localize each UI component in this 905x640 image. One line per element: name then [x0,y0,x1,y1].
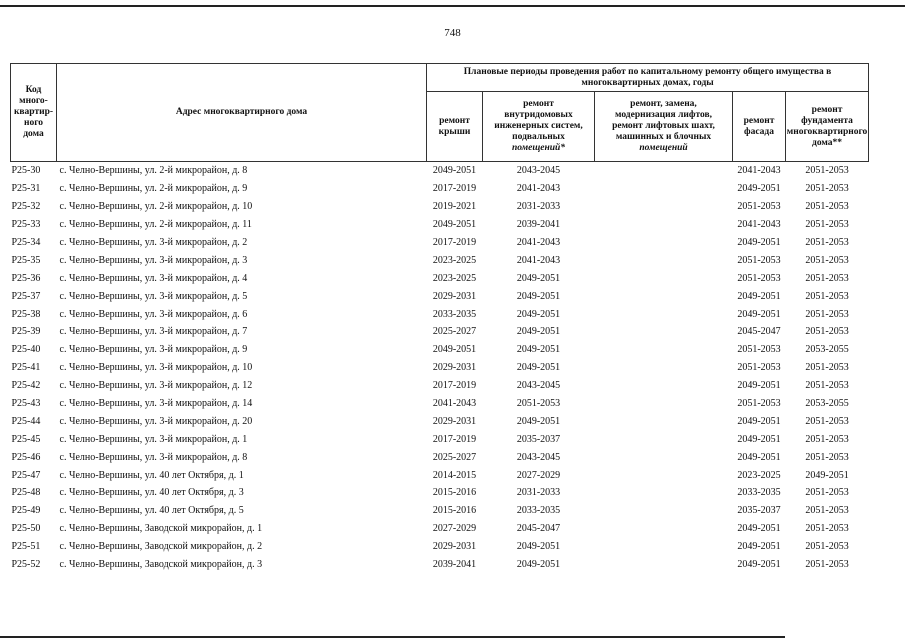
cell-facade: 2033-2035 [737,487,781,499]
table-row [11,484,869,502]
cell-address: с. Челно-Вершины, ул. 3-й микрорайон, д. 5 [59,290,248,302]
cell-code: P25-51 [11,541,41,553]
header-planned-periods: Плановые периоды проведения работ по капитальному ремонту общего имущества в многоквартирных домах, годы [427,64,869,92]
table-row [11,162,869,180]
cell-lifts [595,234,733,252]
cell-facade: 2051-2053 [737,254,781,266]
cell-roof: 2033-2035 [432,308,477,320]
cell-roof: 2017-2019 [432,237,477,248]
cell-facade: 2049-2051 [737,523,781,535]
table-row [11,341,869,359]
cell-roof: 2029-2031 [432,362,477,374]
cell-address: с. Челно-Вершины, ул. 3-й микрорайон, д. 3 [59,254,248,266]
table-row [11,556,869,574]
cell-roof: 2029-2031 [432,290,477,302]
cell-systems: 2045-2047 [516,523,561,535]
repair-schedule-table [10,63,869,573]
cell-code: P25-44 [11,415,41,427]
cell-lifts [595,377,733,395]
cell-foundation: 2051-2053 [805,219,849,231]
cell-facade: 2049-2051 [737,380,781,392]
cell-foundation: 2051-2053 [805,505,849,517]
cell-address: с. Челно-Вершины, ул. 3-й микрорайон, д. 20 [59,415,253,427]
cell-foundation: 2051-2053 [805,254,849,266]
cell-facade: 2051-2053 [737,362,781,374]
cell-roof: 2049-2051 [432,344,477,356]
cell-systems: 2049-2051 [516,344,561,356]
cell-facade: 2049-2051 [737,183,781,195]
cell-lifts [595,466,733,484]
cell-facade: 2049-2051 [737,237,781,248]
cell-facade: 2035-2037 [737,505,781,517]
cell-lifts [595,216,733,234]
table-row [11,269,869,287]
cell-roof: 2025-2027 [432,451,477,463]
cell-lifts [595,556,733,574]
cell-code: P25-48 [11,487,41,499]
table-row [11,448,869,466]
cell-lifts [595,287,733,305]
cell-roof: 2023-2025 [432,272,477,284]
cell-systems: 2039-2041 [516,219,561,231]
cell-facade: 2051-2053 [737,201,781,213]
header-address: Адрес многоквартирного дома [57,64,427,162]
table-row [11,395,869,413]
cell-foundation: 2051-2053 [805,451,849,463]
cell-address: с. Челно-Вершины, ул. 2-й микрорайон, д. 11 [59,219,252,231]
cell-roof: 2015-2016 [432,487,477,499]
cell-address: с. Челно-Вершины, ул. 3-й микрорайон, д. 9 [59,344,248,356]
cell-lifts [595,448,733,466]
cell-lifts [595,484,733,502]
cell-roof: 2029-2031 [432,415,477,427]
cell-address: с. Челно-Вершины, ул. 3-й микрорайон, д. 10 [59,362,253,374]
cell-roof: 2029-2031 [432,541,477,553]
cell-systems: 2049-2051 [516,326,561,338]
table-row [11,180,869,198]
cell-lifts [595,162,733,180]
table-row [11,234,869,252]
cell-roof: 2041-2043 [432,398,477,410]
table-row [11,538,869,556]
cell-systems: 2033-2035 [516,505,561,517]
cell-facade: 2049-2051 [737,290,781,302]
cell-foundation: 2051-2053 [805,326,849,338]
cell-foundation: 2053-2055 [805,344,849,356]
cell-systems: 2049-2051 [516,308,561,320]
table-row [11,377,869,395]
cell-lifts [595,341,733,359]
cell-facade: 2049-2051 [737,308,781,320]
cell-address: с. Челно-Вершины, ул. 3-й микрорайон, д. 7 [59,326,248,338]
cell-systems: 2051-2053 [516,398,561,410]
header-code: Код много- квартир- ного дома [11,64,57,162]
cell-code: P25-52 [11,559,41,571]
cell-foundation: 2051-2053 [805,433,849,445]
cell-systems: 2043-2045 [516,451,561,463]
cell-systems: 2035-2037 [516,433,561,445]
cell-address: с. Челно-Вершины, Заводской микрорайон, д. 1 [59,523,263,535]
cell-foundation: 2051-2053 [805,523,849,535]
cell-systems: 2041-2043 [516,254,561,266]
table-row [11,198,869,216]
cell-address: с. Челно-Вершины, ул. 2-й микрорайон, д. 10 [59,201,253,213]
table-row [11,216,869,234]
table-row [11,466,869,484]
cell-foundation: 2051-2053 [805,487,849,499]
cell-code: P25-41 [11,362,41,374]
cell-address: с. Челно-Вершины, ул. 40 лет Октября, д. 3 [59,487,244,499]
table-row [11,323,869,341]
cell-foundation: 2051-2053 [805,237,849,248]
cell-code: P25-39 [11,326,41,338]
cell-facade: 2045-2047 [737,326,781,338]
cell-code: P25-43 [11,398,41,410]
cell-lifts [595,395,733,413]
cell-foundation: 2051-2053 [805,362,849,374]
cell-facade: 2051-2053 [737,344,781,356]
cell-code: P25-30 [11,165,41,177]
cell-address: с. Челно-Вершины, ул. 3-й микрорайон, д. 14 [59,398,253,410]
cell-lifts [595,359,733,377]
cell-address: с. Челно-Вершины, ул. 3-й микрорайон, д. 12 [59,380,253,392]
cell-code: P25-40 [11,344,41,356]
cell-address: с. Челно-Вершины, ул. 2-й микрорайон, д. 9 [59,183,248,195]
table-row [11,287,869,305]
cell-address: с. Челно-Вершины, ул. 3-й микрорайон, д. 1 [59,433,248,445]
cell-address: с. Челно-Вершины, ул. 40 лет Октября, д. 5 [59,505,244,517]
cell-code: P25-38 [11,308,41,320]
cell-foundation: 2051-2053 [805,541,849,553]
cell-address: с. Челно-Вершины, Заводской микрорайон, д. 3 [59,559,263,571]
cell-address: с. Челно-Вершины, Заводской микрорайон, д. 2 [59,541,263,553]
cell-foundation: 2051-2053 [805,201,849,213]
header-lifts: ремонт, замена, модернизация лифтов, ремонт лифтовых шахт, машинных и блочных помещений [595,92,733,162]
cell-roof: 2017-2019 [432,380,477,392]
cell-lifts [595,180,733,198]
table-body [11,162,869,574]
cell-code: P25-42 [11,380,41,392]
cell-systems: 2049-2051 [516,272,561,284]
cell-code: P25-49 [11,505,41,517]
cell-address: с. Челно-Вершины, ул. 2-й микрорайон, д. 8 [59,165,248,177]
cell-code: P25-31 [11,183,41,195]
cell-roof: 2015-2016 [432,505,477,517]
cell-facade: 2041-2043 [737,165,781,177]
cell-code: P25-32 [11,201,41,213]
cell-lifts [595,502,733,520]
cell-lifts [595,412,733,430]
table-row [11,502,869,520]
cell-address: с. Челно-Вершины, ул. 40 лет Октября, д. 1 [59,469,244,481]
cell-facade: 2049-2051 [737,541,781,553]
table-row [11,430,869,448]
cell-roof: 2017-2019 [432,183,477,195]
table-row [11,520,869,538]
cell-code: P25-50 [11,523,41,535]
cell-systems: 2027-2029 [516,469,561,481]
cell-roof: 2019-2021 [432,201,477,213]
bottom-rule [0,636,785,638]
cell-facade: 2049-2051 [737,433,781,445]
cell-systems: 2041-2043 [516,237,561,248]
cell-lifts [595,269,733,287]
cell-facade: 2051-2053 [737,272,781,284]
header-foundation: ремонт фундамента многоквартирного дома** [786,92,869,162]
cell-address: с. Челно-Вершины, ул. 3-й микрорайон, д. 6 [59,308,248,320]
cell-systems: 2043-2045 [516,380,561,392]
cell-foundation: 2051-2053 [805,272,849,284]
cell-foundation: 2051-2053 [805,308,849,320]
cell-facade: 2049-2051 [737,559,781,571]
cell-systems: 2049-2051 [516,559,561,571]
cell-code: P25-34 [11,237,41,248]
cell-code: P25-35 [11,254,41,266]
cell-code: P25-33 [11,219,41,231]
page-number: 748 [444,27,461,39]
top-rule [0,5,905,7]
cell-roof: 2017-2019 [432,433,477,445]
cell-lifts [595,538,733,556]
cell-systems: 2049-2051 [516,362,561,374]
cell-lifts [595,323,733,341]
cell-code: P25-36 [11,272,41,284]
cell-facade: 2049-2051 [737,451,781,463]
cell-foundation: 2051-2053 [805,559,849,571]
cell-address: с. Челно-Вершины, ул. 3-й микрорайон, д. 8 [59,451,248,463]
cell-lifts [595,520,733,538]
header-systems: ремонт внутридомовых инженерных систем, подвальных помещений* [483,92,595,162]
cell-roof: 2049-2051 [432,219,477,231]
cell-systems: 2031-2033 [516,201,561,213]
cell-facade: 2051-2053 [737,398,781,410]
header-facade: ремонт фасада [733,92,786,162]
cell-foundation: 2051-2053 [805,380,849,392]
cell-foundation: 2053-2055 [805,398,849,410]
cell-lifts [595,198,733,216]
cell-code: P25-47 [11,469,41,481]
cell-roof: 2023-2025 [432,254,477,266]
cell-address: с. Челно-Вершины, ул. 3-й микрорайон, д. 4 [59,272,248,284]
cell-foundation: 2051-2053 [805,165,849,177]
cell-facade: 2049-2051 [737,415,781,427]
table-row [11,412,869,430]
cell-facade: 2023-2025 [737,469,781,481]
cell-lifts [595,251,733,269]
cell-lifts [595,430,733,448]
cell-address: с. Челно-Вершины, ул. 3-й микрорайон, д. 2 [59,237,248,248]
table-row [11,305,869,323]
table-row [11,251,869,269]
cell-lifts [595,305,733,323]
cell-systems: 2049-2051 [516,415,561,427]
cell-code: P25-45 [11,433,41,445]
cell-facade: 2041-2043 [737,219,781,231]
cell-systems: 2049-2051 [516,541,561,553]
cell-systems: 2049-2051 [516,290,561,302]
cell-roof: 2025-2027 [432,326,477,338]
cell-foundation: 2049-2051 [805,469,849,481]
cell-systems: 2031-2033 [516,487,561,499]
cell-foundation: 2051-2053 [805,415,849,427]
cell-roof: 2039-2041 [432,559,477,571]
cell-foundation: 2051-2053 [805,183,849,195]
cell-code: P25-46 [11,451,41,463]
cell-systems: 2043-2045 [516,165,561,177]
cell-roof: 2049-2051 [432,165,477,177]
cell-roof: 2027-2029 [432,523,477,535]
cell-roof: 2014-2015 [432,469,477,481]
header-roof: ремонт крыши [427,92,483,162]
cell-foundation: 2051-2053 [805,290,849,302]
cell-code: P25-37 [11,290,41,302]
table-row [11,359,869,377]
cell-systems: 2041-2043 [516,183,561,195]
